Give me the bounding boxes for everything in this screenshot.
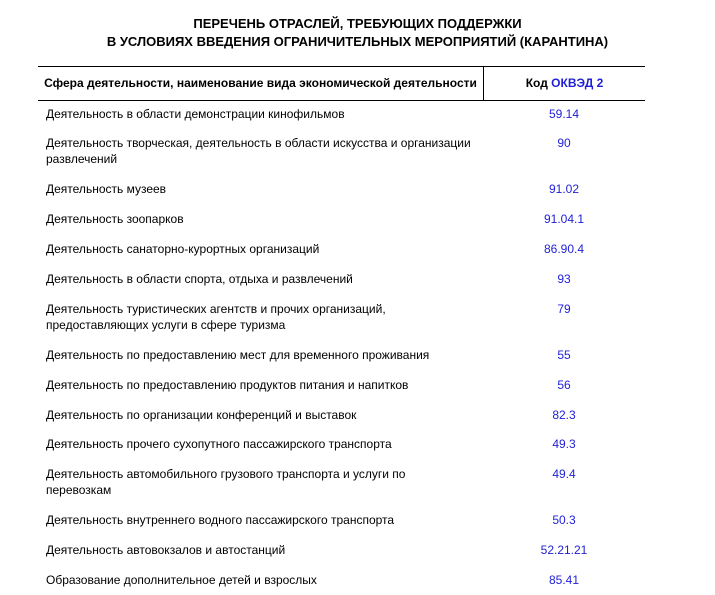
row-code: 59.14 xyxy=(548,107,580,121)
row-code: 90 xyxy=(557,136,571,150)
row-name: Деятельность автомобильного грузового транспорта и услуги по перевозкам xyxy=(46,467,406,497)
row-name: Деятельность по предоставлению продуктов питания и напитков xyxy=(46,378,409,392)
row-name: Деятельность музеев xyxy=(46,182,167,196)
row-name: Деятельность внутреннего водного пассажирского транспорта xyxy=(46,513,395,527)
title-line-2: В УСЛОВИЯХ ВВЕДЕНИЯ ОГРАНИЧИТЕЛЬНЫХ МЕРОПРИЯТИЙ (КАРАНТИНА) xyxy=(106,34,609,49)
row-name: Деятельность туристических агентств и прочих организаций, предоставляющих услуги в сфере туризма xyxy=(46,302,386,332)
row-code: 56 xyxy=(557,378,571,392)
row-name: Деятельность зоопарков xyxy=(46,212,184,226)
okved-link[interactable]: ОКВЭД 2 xyxy=(551,76,604,90)
row-name: Деятельность в области демонстрации кинофильмов xyxy=(46,107,345,121)
row-code: 91.04.1 xyxy=(543,212,585,226)
header-code-prefix: Код xyxy=(525,76,552,90)
title-line-1: ПЕРЕЧЕНЬ ОТРАСЛЕЙ, ТРЕБУЮЩИХ ПОДДЕРЖКИ xyxy=(193,16,522,31)
row-code: 82.3 xyxy=(552,408,576,422)
header-code xyxy=(484,67,645,100)
row-code: 50.3 xyxy=(552,513,576,527)
header-sphere: Сфера деятельности, наименование вида экономической деятельности xyxy=(38,67,484,100)
row-code: 49.3 xyxy=(552,437,576,451)
row-code: 55 xyxy=(557,348,571,362)
row-name: Образование дополнительное детей и взрослых xyxy=(46,573,317,587)
table-header xyxy=(38,66,645,101)
row-name: Деятельность по предоставлению мест для временного проживания xyxy=(46,348,430,362)
row-name: Деятельность в области спорта, отдыха и развлечений xyxy=(46,272,353,286)
row-name: Деятельность творческая, деятельность в области искусства и организации развлечений xyxy=(46,136,471,166)
row-code: 86.90.4 xyxy=(543,242,585,256)
row-code: 93 xyxy=(557,272,571,286)
row-name: Деятельность автовокзалов и автостанций xyxy=(46,543,286,557)
row-code: 85.41 xyxy=(548,573,580,587)
row-code: 91.02 xyxy=(548,182,580,196)
row-code: 79 xyxy=(557,302,571,316)
row-code: 49.4 xyxy=(552,467,576,481)
row-name: Деятельность прочего сухопутного пассажирского транспорта xyxy=(46,437,392,451)
row-name: Деятельность санаторно-курортных организаций xyxy=(46,242,320,256)
row-name: Деятельность по организации конференций и выставок xyxy=(46,408,357,422)
document-title xyxy=(0,15,715,51)
row-code: 52.21.21 xyxy=(540,543,588,557)
